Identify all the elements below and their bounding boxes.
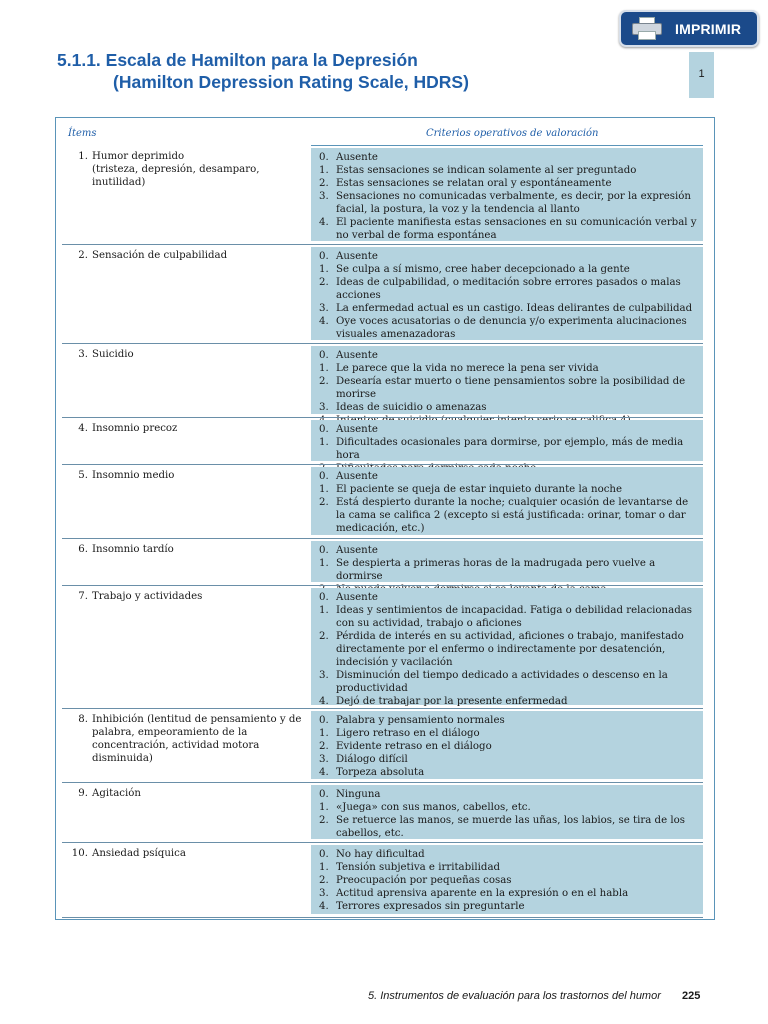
- option-score: 0.: [319, 471, 329, 482]
- option-text: Sensaciones no comunicadas verbalmente, es decir, por la expresión facial, la postura, la voz y la tendencia al llanto: [336, 191, 691, 215]
- criteria-option: [319, 801, 697, 814]
- option-score: 2.: [319, 875, 329, 886]
- option-score: 4.: [319, 901, 329, 912]
- criteria-option: [319, 861, 697, 874]
- item-label-line: (tristeza, depresión, desamparo, inutilidad): [92, 164, 260, 188]
- item-label: [92, 847, 304, 860]
- item-number: 6.: [78, 544, 88, 555]
- option-score: 3.: [319, 303, 329, 314]
- item-number: 2.: [78, 250, 88, 261]
- criteria-option: [319, 496, 697, 535]
- item-label-line: Insomnio precoz: [92, 423, 178, 434]
- option-text: Dificultades ocasionales para dormirse, por ejemplo, más de media hora: [336, 437, 684, 461]
- option-text: Se culpa a sí mismo, cree haber decepcionado a la gente: [336, 264, 630, 275]
- option-text: Ideas de suicidio o amenazas: [336, 402, 487, 413]
- item-label: [92, 543, 304, 556]
- option-text: Preocupación por pequeñas cosas: [336, 875, 512, 886]
- item-label-line: Humor deprimido: [92, 151, 185, 162]
- table-row: [56, 244, 716, 343]
- option-text: «Juega» con sus manos, cabellos, etc.: [336, 802, 531, 813]
- item-number: 1.: [78, 151, 88, 162]
- table-row: [56, 585, 716, 708]
- option-score: 0.: [319, 715, 329, 726]
- item-label-line: Agitación: [92, 788, 141, 799]
- option-text: Disminución del tiempo dedicado a actividades o descenso en la productividad: [336, 670, 668, 694]
- item-number: 10.: [71, 848, 88, 859]
- item-label-line: Ansiedad psíquica: [92, 848, 186, 859]
- option-score: 2.: [319, 741, 329, 752]
- option-text: Diálogo difícil: [336, 754, 408, 765]
- option-score: 0.: [319, 789, 329, 800]
- column-header-items: Ítems: [68, 128, 97, 139]
- option-score: 4.: [319, 696, 329, 707]
- criteria-option: [319, 753, 697, 766]
- item-label-line: Sensación de culpabilidad: [92, 250, 228, 261]
- option-score: 2.: [319, 497, 329, 508]
- table-row: [56, 708, 716, 782]
- criteria-option: [319, 591, 697, 604]
- option-text: El paciente manifiesta estas sensaciones en su comunicación verbal y no verbal de forma espontánea: [336, 217, 697, 241]
- criteria-option: [319, 375, 697, 401]
- criteria-option: [319, 263, 697, 276]
- option-text: El paciente se queja de estar inquieto durante la noche: [336, 484, 623, 495]
- item-label: [92, 150, 304, 189]
- option-text: La enfermedad actual es un castigo. Ideas delirantes de culpabilidad: [336, 303, 693, 314]
- option-text: Ausente: [336, 350, 378, 361]
- title-line-2: (Hamilton Depression Rating Scale, HDRS): [113, 72, 469, 92]
- option-text: Se retuerce las manos, se muerde las uñas, los labios, se tira de los cabellos, etc.: [336, 815, 685, 839]
- criteria-option: [319, 164, 697, 177]
- print-button[interactable]: [619, 10, 759, 47]
- option-score: 1.: [319, 728, 329, 739]
- item-number: 9.: [78, 788, 88, 799]
- criteria-option: [319, 423, 697, 436]
- criteria-option: [319, 814, 697, 840]
- item-label: [92, 422, 304, 435]
- option-text: Torpeza absoluta: [336, 767, 425, 778]
- item-cell: [70, 150, 310, 189]
- item-cell: [70, 543, 310, 556]
- criteria-cell: [311, 711, 703, 779]
- option-text: Ausente: [336, 251, 378, 262]
- criteria-option: [319, 276, 697, 302]
- criteria-option: [319, 766, 697, 779]
- item-cell: [70, 469, 310, 482]
- criteria-cell: [311, 420, 703, 461]
- printer-icon: [631, 16, 663, 42]
- item-label: [92, 469, 304, 482]
- item-label: [92, 348, 304, 361]
- option-score: 2.: [319, 631, 329, 642]
- table-row: [56, 538, 716, 585]
- option-score: 0.: [319, 350, 329, 361]
- criteria-option: [319, 848, 697, 861]
- table-row: [56, 417, 716, 464]
- option-text: Actitud aprensiva aparente en la expresión o en el habla: [336, 888, 629, 899]
- criteria-option: [319, 714, 697, 727]
- option-text: Está despierto durante la noche; cualquier ocasión de levantarse de la cama se califica 2 (excepto si está justificada: orinar, tomar o dar medicación, etc.): [336, 497, 689, 534]
- item-label-line: Inhibición (lentitud de pensamiento y de palabra, empeoramiento de la concentración, actividad motora disminuida): [92, 714, 302, 764]
- item-label-line: Insomnio medio: [92, 470, 175, 481]
- criteria-option: [319, 727, 697, 740]
- criteria-option: [319, 669, 697, 695]
- criteria-option: [319, 436, 697, 462]
- criteria-cell: [311, 148, 703, 241]
- option-score: 3.: [319, 402, 329, 413]
- option-score: 1.: [319, 605, 329, 616]
- table-row: [56, 782, 716, 842]
- criteria-option: [319, 250, 697, 263]
- criteria-option: [319, 740, 697, 753]
- option-text: Dejó de trabajar por la presente enfermedad: [336, 696, 568, 707]
- criteria-cell: [311, 785, 703, 839]
- option-score: 1.: [319, 558, 329, 569]
- option-text: Pérdida de interés en su actividad, aficiones o trabajo, manifestado directamente por el enfermo o indirectamente por desatención, indecisión y vacilación: [336, 631, 684, 668]
- option-score: 1.: [319, 862, 329, 873]
- item-cell: [70, 787, 310, 800]
- criteria-option: [319, 362, 697, 375]
- option-text: Desearía estar muerto o tiene pensamientos sobre la posibilidad de morirse: [336, 376, 686, 400]
- option-text: Evidente retraso en el diálogo: [336, 741, 492, 752]
- criteria-option: [319, 483, 697, 496]
- option-score: 3.: [319, 670, 329, 681]
- page-footer: [368, 990, 748, 1002]
- item-cell: [70, 348, 310, 361]
- option-score: 2.: [319, 277, 329, 288]
- criteria-option: [319, 190, 697, 216]
- option-score: 1.: [319, 802, 329, 813]
- option-score: 2.: [319, 178, 329, 189]
- option-text: Oye voces acusatorias o de denuncia y/o experimenta alucinaciones visuales amenazadoras: [336, 316, 687, 340]
- option-text: No hay dificultad: [336, 849, 425, 860]
- item-cell: [70, 713, 310, 765]
- page-title: [57, 49, 657, 93]
- criteria-option: [319, 177, 697, 190]
- criteria-option: [319, 151, 697, 164]
- option-text: Terrores expresados sin preguntarle: [336, 901, 525, 912]
- option-text: Ideas de culpabilidad, o meditación sobre errores pasados o malas acciones: [336, 277, 681, 301]
- option-text: Le parece que la vida no merece la pena ser vivida: [336, 363, 599, 374]
- option-text: Ausente: [336, 471, 378, 482]
- option-score: 0.: [319, 545, 329, 556]
- criteria-option: [319, 604, 697, 630]
- option-text: Estas sensaciones se indican solamente al ser preguntado: [336, 165, 637, 176]
- table-row: [56, 464, 716, 538]
- option-score: 0.: [319, 152, 329, 163]
- option-text: Ideas y sentimientos de incapacidad. Fatiga o debilidad relacionadas con su actividad, trabajo o aficiones: [336, 605, 693, 629]
- criteria-option: [319, 401, 697, 414]
- item-cell: [70, 422, 310, 435]
- criteria-option: [319, 544, 697, 557]
- option-text: Ausente: [336, 424, 378, 435]
- option-text: Ninguna: [336, 789, 381, 800]
- option-score: 4.: [319, 217, 329, 228]
- option-text: Ausente: [336, 545, 378, 556]
- option-score: 3.: [319, 888, 329, 899]
- option-score: 2.: [319, 815, 329, 826]
- item-label: [92, 249, 304, 262]
- criteria-cell: [311, 588, 703, 705]
- item-number: 7.: [78, 591, 88, 602]
- item-label: [92, 787, 304, 800]
- footer-text: 5. Instrumentos de evaluación para los trastornos del humor: [368, 990, 661, 1002]
- option-score: 1.: [319, 165, 329, 176]
- item-number: 5.: [78, 470, 88, 481]
- item-number: 3.: [78, 349, 88, 360]
- table-row: [56, 343, 716, 417]
- item-number: 4.: [78, 423, 88, 434]
- chapter-tab: 1: [689, 52, 714, 98]
- criteria-option: [319, 315, 697, 341]
- criteria-option: [319, 557, 697, 583]
- option-text: Tensión subjetiva e irritabilidad: [336, 862, 501, 873]
- option-score: 2.: [319, 376, 329, 387]
- option-score: 3.: [319, 754, 329, 765]
- item-cell: [70, 249, 310, 262]
- criteria-option: [319, 874, 697, 887]
- option-score: 1.: [319, 437, 329, 448]
- criteria-option: [319, 302, 697, 315]
- criteria-option: [319, 900, 697, 913]
- option-score: 0.: [319, 424, 329, 435]
- option-score: 4.: [319, 767, 329, 778]
- table-row: [56, 842, 716, 917]
- criteria-option: [319, 470, 697, 483]
- title-line-1: 5.1.1. Escala de Hamilton para la Depresión: [57, 50, 418, 70]
- column-header-criteria: Criterios operativos de valoración: [426, 128, 599, 139]
- hamilton-table: [55, 117, 715, 920]
- criteria-option: [319, 887, 697, 900]
- criteria-option: [319, 349, 697, 362]
- criteria-cell: [311, 346, 703, 414]
- item-cell: [70, 590, 310, 603]
- option-score: 4.: [319, 316, 329, 327]
- item-label-line: Insomnio tardío: [92, 544, 174, 555]
- option-text: Ausente: [336, 592, 378, 603]
- option-text: Se despierta a primeras horas de la madrugada pero vuelve a dormirse: [336, 558, 656, 582]
- criteria-cell: [311, 247, 703, 340]
- page-number: 225: [681, 990, 701, 1002]
- option-text: Estas sensaciones se relatan oral y espontáneamente: [336, 178, 612, 189]
- item-label-line: Suicidio: [92, 349, 134, 360]
- item-label: [92, 590, 304, 603]
- row-divider: [62, 917, 703, 918]
- option-score: 3.: [319, 191, 329, 202]
- option-text: Palabra y pensamiento normales: [336, 715, 505, 726]
- print-button-label: IMPRIMIR: [675, 20, 742, 37]
- option-score: 0.: [319, 251, 329, 262]
- option-text: Ligero retraso en el diálogo: [336, 728, 480, 739]
- criteria-cell: [311, 845, 703, 914]
- option-score: 1.: [319, 264, 329, 275]
- criteria-option: [319, 216, 697, 242]
- criteria-cell: [311, 467, 703, 535]
- option-score: 0.: [319, 592, 329, 603]
- criteria-cell: [311, 541, 703, 582]
- criteria-option: [319, 695, 697, 708]
- option-text: Ausente: [336, 152, 378, 163]
- item-label-line: Trabajo y actividades: [92, 591, 203, 602]
- criteria-option: [319, 788, 697, 801]
- item-cell: [70, 847, 310, 860]
- option-score: 1.: [319, 363, 329, 374]
- table-row: [56, 145, 716, 244]
- item-label: [92, 713, 304, 765]
- option-score: 1.: [319, 484, 329, 495]
- option-score: 0.: [319, 849, 329, 860]
- item-number: 8.: [78, 714, 88, 725]
- criteria-option: [319, 630, 697, 669]
